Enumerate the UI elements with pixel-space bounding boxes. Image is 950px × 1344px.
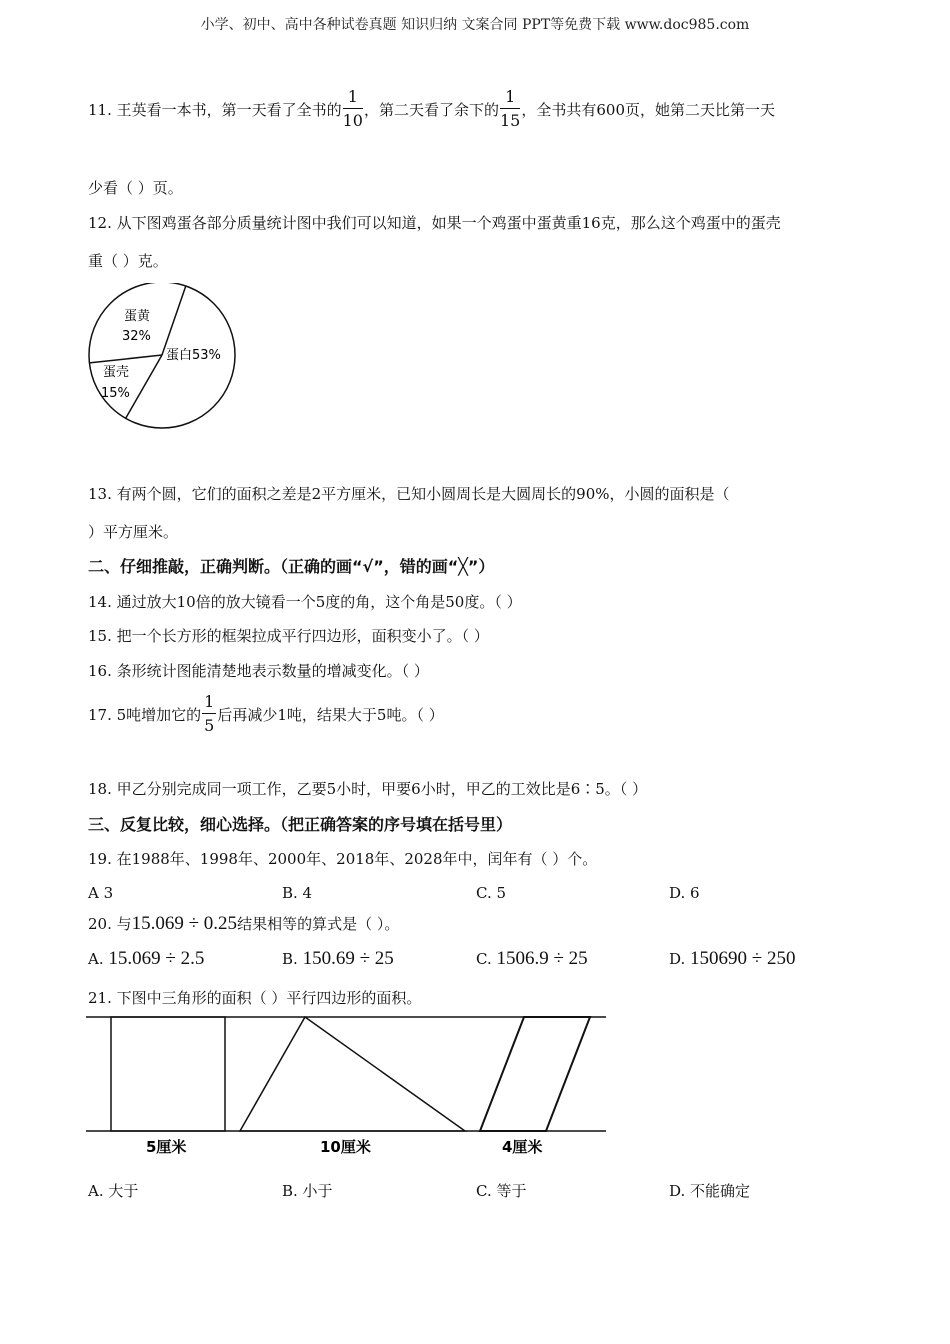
q20-option-c: C. 1506.9 ÷ 25 [476,948,588,969]
q11-text-2: ，第二天看了余下的 [363,101,499,119]
question-14: 14. 通过放大10倍的放大镜看一个5度的角，这个角是50度。（ ） [88,593,522,611]
q20-option-b: B. 150.69 ÷ 25 [282,948,394,969]
q17-text-1: 17. 5吨增加它的 [88,706,202,724]
question-19: 19. 在1988年、1998年、2000年、2018年、2028年中，闰年有（ ）个。 [88,850,598,868]
q11-line-2: 少看（ ）页。 [88,179,183,197]
q21-geometry-figure [84,1010,610,1162]
egg-pie-chart [84,283,244,431]
slice-label-yolk-name: 蛋黄 [124,309,151,324]
q20-option-a: A. 15.069 ÷ 2.5 [88,948,205,969]
q20-stem-expression: 15.069 ÷ 0.25 [131,913,238,934]
question-15: 15. 把一个长方形的框架拉成平行四边形，面积变小了。（ ） [88,627,489,645]
question-17 [88,691,444,738]
slice-label-shell-value: 15% [101,386,130,401]
q11-text-3: ，全书共有600页，她第二天比第一天 [521,101,775,119]
q17-text-2: 后再减少1吨，结果大于5吨。（ ） [217,706,444,724]
q21-option-c: C. 等于 [476,1182,527,1200]
q19-option-c: C. 5 [476,884,507,902]
slice-label-yolk-value: 32% [122,329,151,344]
page-header: 小学、初中、高中各种试卷真题 知识归纳 文案合同 PPT等免费下载 www.doc985.com [200,17,750,33]
q19-option-d: D. 6 [669,884,700,902]
q20-stem-suffix: 结果相等的算式是（ ）。 [237,915,400,933]
q20-option-d: D. 150690 ÷ 250 [669,948,796,969]
question-21: 21. 下图中三角形的面积（ ）平行四边形的面积。 [88,989,422,1007]
q21-option-b: B. 小于 [282,1182,333,1200]
q21-option-d: D. 不能确定 [669,1182,751,1200]
question-12: 12. 从下图鸡蛋各部分质量统计图中我们可以知道，如果一个鸡蛋中蛋黄重16克，那么这个鸡蛋中的蛋壳 [88,214,781,232]
slice-label-shell-name: 蛋壳 [103,365,130,380]
q20-stem-prefix: 20. 与 [88,915,132,933]
q19-option-a: A 3 [88,884,114,902]
q17-fraction: $\frac{1}{5}$ [204,692,215,735]
q19-option-b: B. 4 [282,884,313,902]
slice-label-white: 蛋白53% [166,348,221,363]
figure-square [111,1017,225,1131]
question-18: 18. 甲乙分别完成同一项工作，乙要5小时，甲要6小时，甲乙的工效比是6∶5。（ ） [88,780,648,798]
q13-line-2: ）平方厘米。 [88,523,179,541]
figure-parallelogram [480,1017,590,1131]
label-triangle-base: 10厘米 [320,1138,371,1156]
q12-line-2: 重（ ）克。 [88,252,168,270]
question-20 [88,913,399,935]
label-parallelogram-base: 4厘米 [502,1138,543,1156]
label-square-width: 5厘米 [146,1138,187,1156]
section-2-heading: 二、仔细推敲，正确判断。（正确的画“√”，错的画“╳”） [88,557,495,576]
q21-option-a: A. 大于 [88,1182,139,1200]
figure-triangle [240,1017,465,1131]
question-11 [88,86,775,133]
q11-text-1: 11. 王英看一本书，第一天看了全书的 [88,101,342,119]
q11-fraction-2: $\frac{1}{15}$ [500,87,521,130]
question-16: 16. 条形统计图能清楚地表示数量的增减变化。（ ） [88,662,429,680]
section-3-heading: 三、反复比较，细心选择。（把正确答案的序号填在括号里） [88,815,513,834]
q11-fraction-1: $\frac{1}{10}$ [342,87,363,130]
question-13: 13. 有两个圆，它们的面积之差是2平方厘米，已知小圆周长是大圆周长的90%，小圆的面积是（ [88,485,730,503]
